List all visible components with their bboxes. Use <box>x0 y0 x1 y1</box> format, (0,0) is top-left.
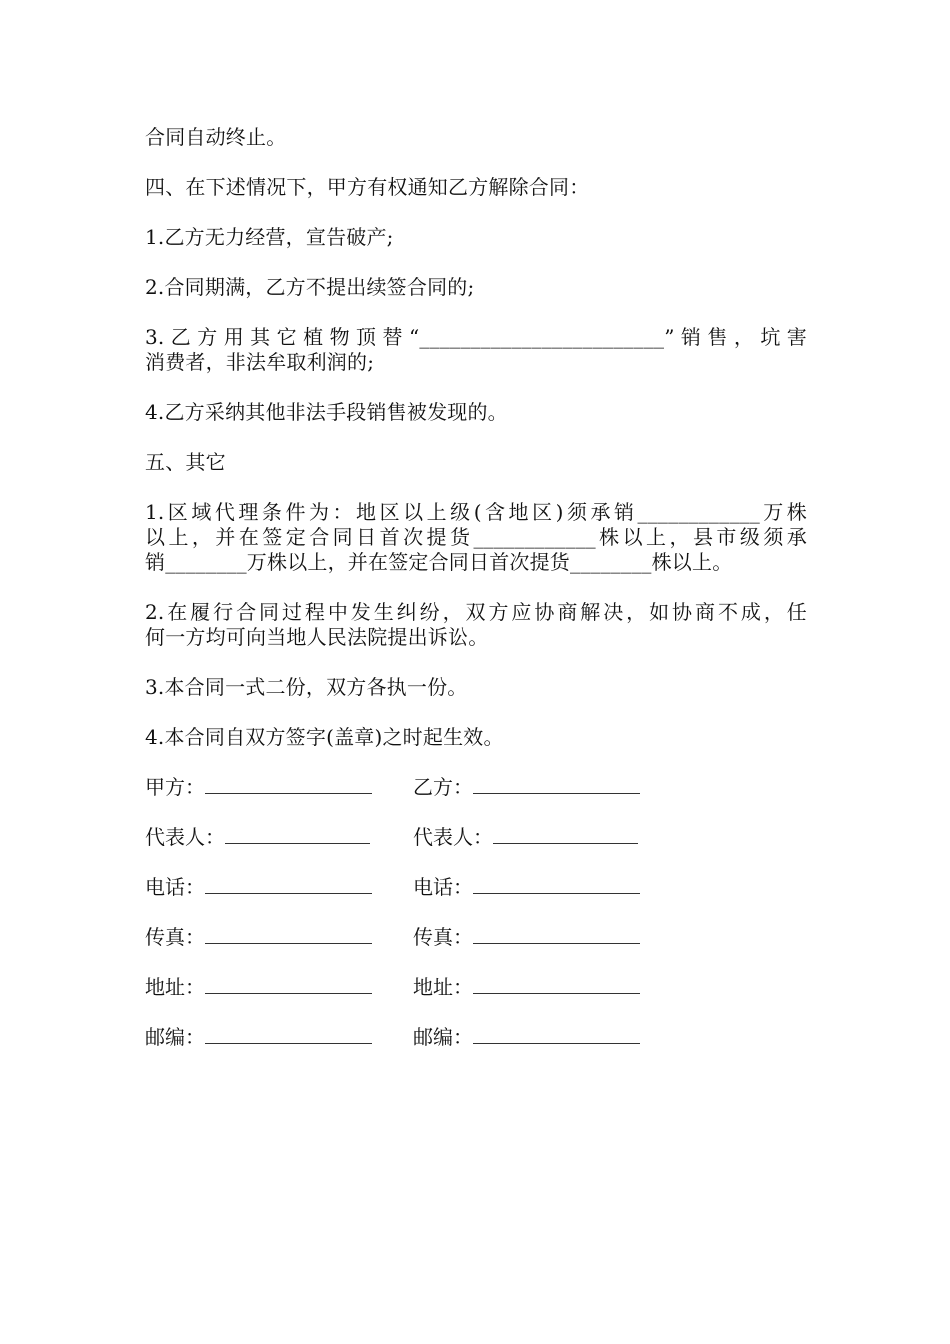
text-line: 消费者，非法牟取利润的; <box>145 350 375 374</box>
text-line: 1.乙方无力经营，宣告破产; <box>145 225 394 249</box>
party-a-name-row <box>145 775 372 800</box>
party-b-address-row <box>413 975 640 1000</box>
text-line: 五、其它 <box>145 450 226 474</box>
signature-blank <box>473 975 640 994</box>
signature-blank <box>473 875 640 894</box>
signature-blank <box>205 975 372 994</box>
party-b-postcode-row <box>413 1025 640 1050</box>
signature-blank <box>473 925 640 944</box>
party-b-name-row <box>413 775 640 800</box>
signature-blank <box>493 825 638 844</box>
party-a-postcode-row <box>145 1025 372 1050</box>
party-a-phone-label: 电话： <box>145 875 205 899</box>
party-b-fax-row <box>413 925 640 950</box>
party-b-representative-label: 代表人： <box>413 825 493 849</box>
party-b-phone-row <box>413 875 640 900</box>
text-line: 3.本合同一式二份，双方各执一份。 <box>145 675 468 699</box>
signature-blank <box>205 875 372 894</box>
party-a-postcode-label: 邮编： <box>145 1025 205 1049</box>
text-line: 何一方均可向当地人民法院提出诉讼。 <box>145 625 489 649</box>
clause-four-3 <box>145 325 807 375</box>
party-a-phone-row <box>145 875 372 900</box>
text-line: 4.乙方采纳其他非法手段销售被发现的。 <box>145 400 508 424</box>
clause-five-2 <box>145 600 807 650</box>
clause-five-1 <box>145 500 807 575</box>
party-b-postcode-label: 邮编： <box>413 1025 473 1049</box>
text-line: 四、在下述情况下，甲方有权通知乙方解除合同： <box>145 175 590 199</box>
text-line: 以上，并在签定合同日首次提货____________株以上，县市级须承 <box>145 525 807 549</box>
text-line: 2.合同期满，乙方不提出续签合同的; <box>145 275 475 299</box>
paragraph-contract-termination <box>145 125 807 150</box>
text-line: 合同自动终止。 <box>145 125 287 149</box>
text-line: 4.本合同自双方签字(盖章)之时起生效。 <box>145 725 504 749</box>
signature-blank <box>205 1025 372 1044</box>
clause-four-1 <box>145 225 807 250</box>
text-line: 1.区域代理条件为：地区以上级(含地区)须承销____________万株 <box>145 500 807 524</box>
party-a-address-row <box>145 975 372 1000</box>
party-b-address-label: 地址： <box>413 975 473 999</box>
text-line: 2.在履行合同过程中发生纠纷，双方应协商解决，如协商不成，任 <box>145 600 807 624</box>
clause-four-4 <box>145 400 807 425</box>
text-line: 销________万株以上，并在签定合同日首次提货________株以上。 <box>145 550 733 574</box>
clause-five-4 <box>145 725 807 750</box>
clause-five-3 <box>145 675 807 700</box>
text-line: 3.乙方用其它植物顶替“________________________”销售，坑害 <box>145 325 807 349</box>
party-b-phone-label: 电话： <box>413 875 473 899</box>
party-a-label: 甲方： <box>145 775 205 799</box>
signature-blank <box>205 925 372 944</box>
signature-blank <box>225 825 370 844</box>
signature-blank <box>473 775 640 794</box>
party-b-representative-row <box>413 825 638 850</box>
party-a-representative-row <box>145 825 370 850</box>
signature-blank <box>473 1025 640 1044</box>
clause-four-2 <box>145 275 807 300</box>
party-a-representative-label: 代表人： <box>145 825 225 849</box>
party-b-label: 乙方： <box>413 775 473 799</box>
party-a-address-label: 地址： <box>145 975 205 999</box>
party-b-fax-label: 传真： <box>413 925 473 949</box>
section-five-heading <box>145 450 807 475</box>
signature-blank <box>205 775 372 794</box>
party-a-fax-row <box>145 925 372 950</box>
party-a-fax-label: 传真： <box>145 925 205 949</box>
section-four-heading <box>145 175 807 200</box>
